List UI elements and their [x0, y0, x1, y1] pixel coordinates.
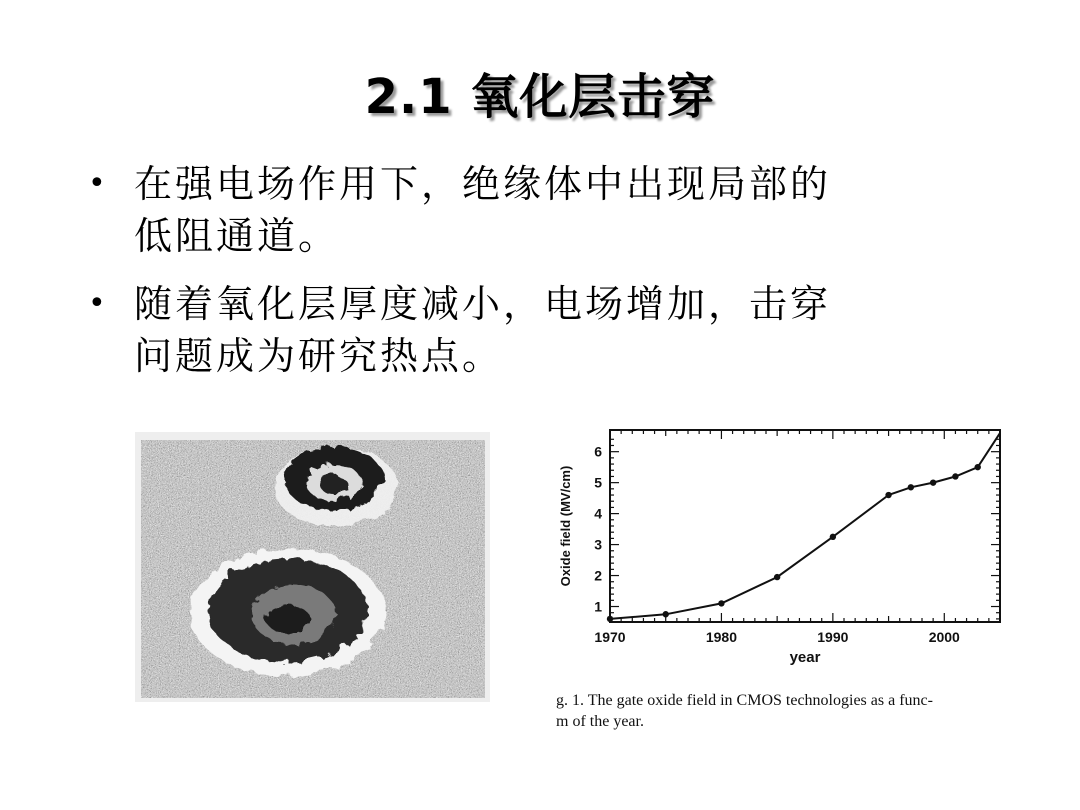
series-points: [607, 464, 981, 622]
y-axis-label: Oxide field (MV/cm): [558, 465, 573, 587]
x-axis-label: year: [789, 649, 821, 666]
y-tick-label: 1: [594, 598, 602, 615]
y-tick-label: 2: [594, 567, 602, 584]
figure-caption-line: g. 1. The gate oxide field in CMOS technologies as a func-: [556, 692, 933, 709]
bullet-item: [88, 158, 968, 262]
axis-ticks: [610, 430, 1000, 622]
bullet-marker: •: [88, 286, 109, 321]
y-tick-label: 6: [594, 443, 602, 460]
y-tick-label: 3: [594, 536, 602, 553]
data-point: [663, 611, 669, 617]
slide-title: 2.1 氧化层击穿: [364, 69, 716, 125]
figure-caption-line: m of the year.: [556, 713, 644, 730]
bullet-marker: •: [88, 166, 109, 201]
bullet-text-line: 在强电场作用下，绝缘体中出现局部的: [134, 162, 832, 206]
data-point: [774, 574, 780, 580]
y-tick-label: 4: [594, 505, 602, 522]
data-point: [885, 492, 891, 498]
data-point: [975, 464, 981, 470]
data-point: [718, 600, 724, 606]
data-point: [930, 479, 936, 485]
bullet-text-line: 随着氧化层厚度减小，电场增加，击穿: [134, 282, 832, 326]
series-line: [610, 433, 1000, 619]
figure-caption: [556, 690, 1026, 732]
plot-frame: [610, 430, 1000, 622]
x-tick-label: 1990: [817, 629, 849, 645]
bullet-text-line: 问题成为研究热点。: [134, 334, 504, 378]
x-tick-label: 2000: [928, 629, 960, 645]
y-tick-label: 5: [594, 474, 602, 491]
x-tick-label: 1980: [705, 629, 738, 645]
oxide-field-chart: [548, 420, 1018, 670]
data-point: [908, 484, 914, 490]
bullet-item: [88, 278, 968, 382]
bullet-list: [88, 158, 968, 398]
x-tick-label: 1970: [594, 629, 626, 645]
data-point: [952, 473, 958, 479]
data-point: [830, 534, 836, 540]
oxide-breakdown-micrograph: [135, 432, 490, 702]
data-point: [607, 616, 613, 622]
bullet-text-line: 低阻通道。: [134, 214, 340, 258]
